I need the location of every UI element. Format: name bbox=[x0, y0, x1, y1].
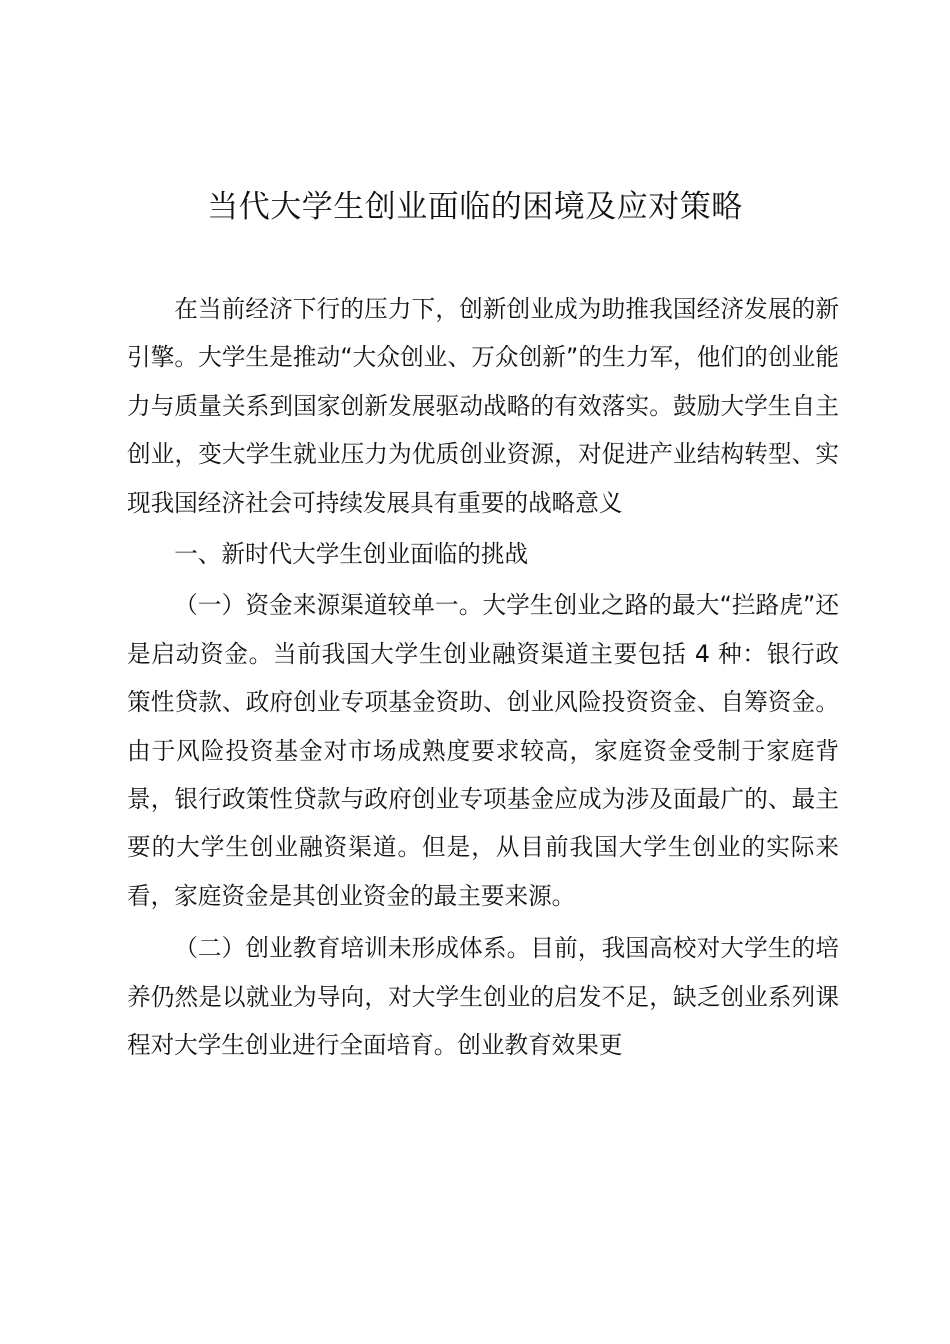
intro-paragraph: 在当前经济下行的压力下，创新创业成为助推我国经济发展的新引擎。大学生是推动“大众创业、万众创新”的生力军，他们的创业能力与质量关系到国家创新发展驱动战略的有效落实。鼓励大学生自主创业，变大学生就业压力为优质创业资源，对促进产业结构转型、实现我国经济社会可持续发展具有重要的战略意义 bbox=[127, 295, 839, 517]
paragraph-funding: （一）资金来源渠道较单一。大学生创业之路的最大“拦路虎”还是启动资金。当前我国大学生创业融资渠道主要包括 4 种：银行政策性贷款、政府创业专项基金资助、创业风险投资资金、自筹资金。由于风险投资基金对市场成熟度要求较高，家庭资金受制于家庭背景，银行政策性贷款与政府创业专项基金应成为涉及面最广的、最主要的大学生创业融资渠道。但是，从目前我国大学生创业的实际来看，家庭资金是其创业资金的最主要来源。 bbox=[127, 591, 839, 910]
paragraph-education: （二）创业教育培训未形成体系。目前，我国高校对大学生的培养仍然是以就业为导向，对大学生创业的启发不足，缺乏创业系列课程对大学生创业进行全面培育。创业教育效果更 bbox=[127, 934, 839, 1060]
section-heading: 一、新时代大学生创业面临的挑战 bbox=[174, 540, 529, 569]
document-body bbox=[127, 285, 839, 1070]
document-title: 当代大学生创业面临的困境及应对策略 bbox=[207, 189, 743, 225]
